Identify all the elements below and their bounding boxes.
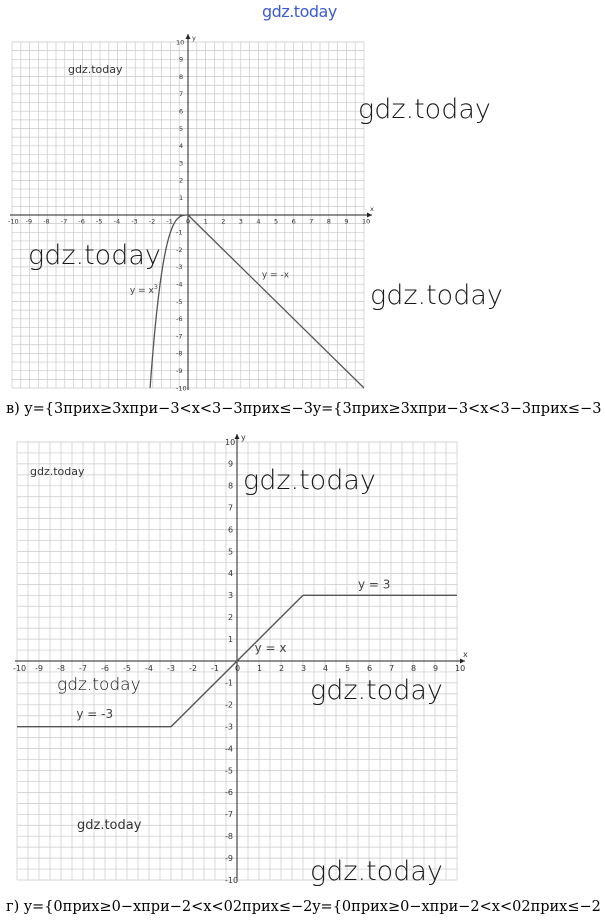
x-tick-label: -2 xyxy=(189,664,197,673)
x-tick-label: 0 xyxy=(235,664,241,673)
watermark-text: gdz.today xyxy=(310,856,443,887)
watermark-text: gdz.today xyxy=(370,280,503,311)
y-tick-label: 10 xyxy=(176,38,185,47)
x-tick-label: 7 xyxy=(389,664,395,673)
y-tick-label: -4 xyxy=(225,744,233,754)
watermark-text: gdz.today xyxy=(68,63,123,76)
x-tick-label: -3 xyxy=(131,217,138,226)
x-tick-label: -1 xyxy=(211,664,219,673)
y-tick-label: 4 xyxy=(228,569,234,579)
y-tick-label: -5 xyxy=(176,297,183,306)
chart-piecewise-linear xyxy=(0,424,480,894)
y-tick-label: -10 xyxy=(176,384,187,393)
x-axis-label: x xyxy=(370,205,374,213)
caption-v: в) y={3прих≥3хпри−3<x<3−3прих≤−3y={3прих≥3хпри−3<x<3−3прих≤−3 xyxy=(6,401,602,417)
x-tick-label: -10 xyxy=(8,217,19,226)
y-tick-label: -7 xyxy=(176,332,183,341)
y-tick-label: -3 xyxy=(225,722,233,732)
y-tick-label: 10 xyxy=(225,437,236,447)
x-tick-label: -8 xyxy=(57,664,65,673)
y-tick-label: -9 xyxy=(225,853,233,863)
x-tick-label: -6 xyxy=(101,664,109,673)
y-tick-label: 2 xyxy=(228,613,234,622)
watermark-text: gdz.today xyxy=(310,675,443,706)
y-tick-label: -6 xyxy=(225,788,233,798)
x-tick-label: -1 xyxy=(166,217,173,226)
x-tick-label: 3 xyxy=(238,217,243,226)
x-tick-label: 7 xyxy=(309,217,314,226)
series-label: y = x xyxy=(254,641,287,656)
x-tick-label: -7 xyxy=(60,217,68,226)
caption-g: г) y={0прих≥0−хпри−2<x<02прих≤−2y={0прих≥0−хпри−2<x<02прих≤−2 xyxy=(6,899,601,915)
watermark-text: gdz.today xyxy=(243,465,376,496)
x-tick-label: 4 xyxy=(256,217,261,226)
y-tick-label: -6 xyxy=(176,315,183,324)
x-tick-label: 8 xyxy=(326,217,331,226)
y-tick-label: 2 xyxy=(179,176,184,185)
x-tick-label: 2 xyxy=(221,217,226,226)
watermark-text: gdz.today xyxy=(358,94,491,125)
y-tick-label: 5 xyxy=(179,124,184,133)
y-tick-label: -8 xyxy=(176,349,183,358)
watermark-text: gdz.today xyxy=(77,818,142,833)
y-axis-label: y xyxy=(241,433,246,442)
x-tick-label: 1 xyxy=(203,217,208,226)
y-tick-label: 4 xyxy=(179,142,184,151)
y-tick-label: 6 xyxy=(228,525,234,535)
series-label: y = 3 xyxy=(358,577,391,592)
site-logo[interactable]: gdz.today xyxy=(262,2,337,21)
y-tick-label: -7 xyxy=(225,810,233,820)
x-tick-label: -2 xyxy=(148,217,156,226)
series-label: $y = x^3$ xyxy=(129,283,158,296)
series-label: y = -3 xyxy=(76,706,114,721)
x-tick-label: -9 xyxy=(25,217,33,226)
y-tick-label: 9 xyxy=(179,55,184,64)
series-label: y = -x xyxy=(261,270,290,281)
y-tick-label: 3 xyxy=(228,591,234,601)
y-tick-label: 3 xyxy=(179,159,184,168)
y-tick-label: -4 xyxy=(176,280,183,289)
x-tick-label: 8 xyxy=(411,664,417,673)
y-axis-label: y xyxy=(192,34,196,42)
y-tick-label: 7 xyxy=(228,503,234,513)
x-tick-label: 1 xyxy=(257,664,263,673)
y-tick-label: -1 xyxy=(225,678,233,688)
x-tick-label: -5 xyxy=(96,217,103,226)
x-tick-label: 10 xyxy=(455,664,466,673)
watermark-text: gdz.today xyxy=(57,675,141,695)
chart-piecewise-cubic xyxy=(0,24,380,396)
watermark-text: gdz.today xyxy=(28,240,161,271)
y-tick-label: 8 xyxy=(228,481,234,491)
x-tick-label: 6 xyxy=(291,217,296,226)
watermark-text: gdz.today xyxy=(30,465,85,478)
y-tick-label: 7 xyxy=(179,90,184,99)
y-axis-arrow xyxy=(235,434,240,439)
y-tick-label: -2 xyxy=(225,700,233,710)
x-tick-label: -4 xyxy=(145,664,153,673)
x-tick-label: -6 xyxy=(78,217,85,226)
y-tick-label: 5 xyxy=(228,547,234,557)
y-tick-label: -9 xyxy=(176,366,183,375)
x-tick-label: 9 xyxy=(433,664,439,673)
x-tick-label: -9 xyxy=(35,664,43,673)
x-tick-label: 5 xyxy=(345,664,351,673)
x-tick-label: -10 xyxy=(13,664,27,673)
x-tick-label: -3 xyxy=(167,664,175,673)
x-tick-label: 6 xyxy=(367,664,373,673)
y-tick-label: -8 xyxy=(225,832,233,841)
x-tick-label: -8 xyxy=(43,217,50,226)
y-axis-arrow xyxy=(186,34,191,39)
y-tick-label: -3 xyxy=(176,263,183,272)
x-tick-label: -7 xyxy=(79,664,87,673)
y-tick-label: 6 xyxy=(179,107,184,116)
x-tick-label: 5 xyxy=(274,217,279,226)
x-axis-arrow xyxy=(460,659,465,664)
y-tick-label: -1 xyxy=(176,228,183,237)
x-axis-label: x xyxy=(463,650,468,659)
y-tick-label: -2 xyxy=(176,245,183,254)
y-tick-label: -10 xyxy=(225,875,239,885)
x-tick-label: -5 xyxy=(123,664,131,673)
x-tick-label: 4 xyxy=(323,664,329,673)
y-tick-label: 8 xyxy=(179,72,184,81)
x-tick-label: 10 xyxy=(362,217,371,226)
x-tick-label: -4 xyxy=(113,217,121,226)
y-tick-label: -5 xyxy=(225,766,233,776)
x-tick-label: 0 xyxy=(186,217,191,226)
y-tick-label: 1 xyxy=(228,634,234,644)
y-tick-label: 9 xyxy=(228,459,234,469)
x-tick-label: 9 xyxy=(344,217,349,226)
x-tick-label: 2 xyxy=(279,664,285,673)
x-tick-label: 3 xyxy=(301,664,307,673)
y-tick-label: 1 xyxy=(179,193,184,202)
series-label-sup: 3 xyxy=(153,283,158,291)
